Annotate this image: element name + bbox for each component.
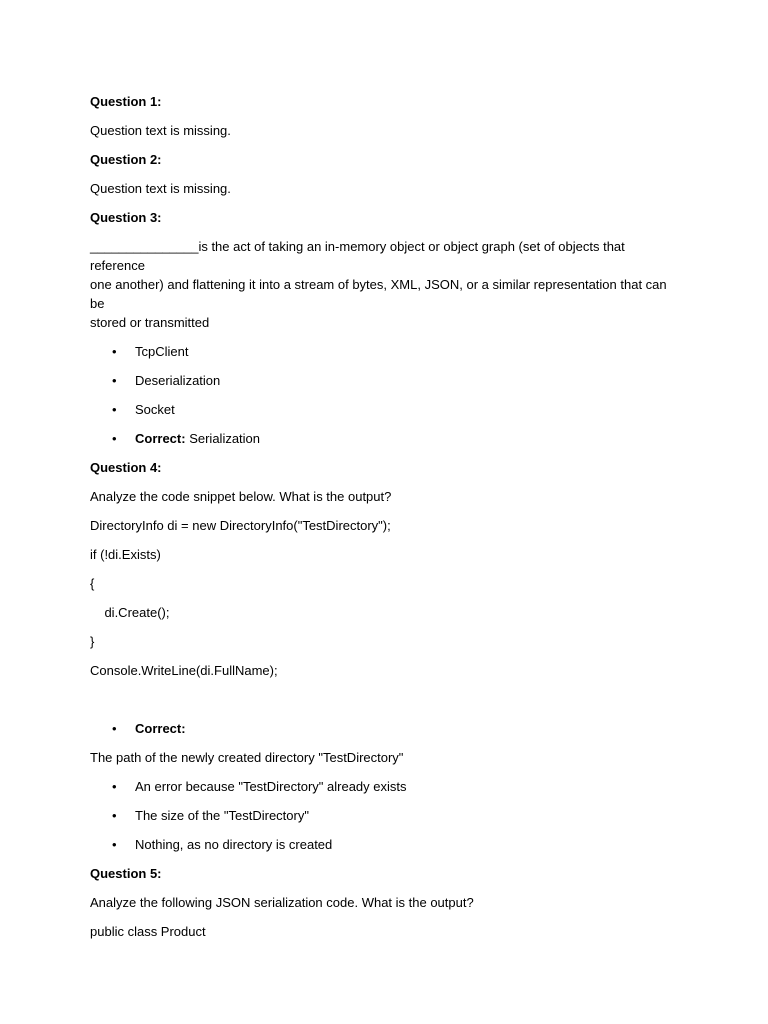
option-item (90, 342, 680, 361)
document-page (90, 92, 680, 951)
option-item (90, 371, 680, 390)
question-3-options (90, 342, 680, 448)
bullet-icon: • (112, 373, 117, 388)
code-line: DirectoryInfo di = new DirectoryInfo("TestDirectory"); (90, 518, 391, 533)
code-line: } (90, 634, 95, 649)
correct-value: Serialization (189, 431, 261, 446)
question-3-heading: Question 3: (90, 210, 162, 225)
option-label: Socket (135, 402, 175, 417)
question-5-prompt: Analyze the following JSON serialization code. What is the output? (90, 895, 474, 910)
bullet-icon: • (112, 344, 117, 359)
option-item (90, 777, 680, 796)
correct-label: Correct: (135, 431, 186, 446)
question-3-text (90, 237, 680, 332)
option-label: TcpClient (135, 344, 189, 359)
bullet-icon: • (112, 779, 117, 794)
code-line: if (!di.Exists) (90, 547, 161, 562)
question-2-heading: Question 2: (90, 152, 162, 167)
question-5-heading: Question 5: (90, 866, 162, 881)
option-item (90, 400, 680, 419)
bullet-icon: • (112, 837, 117, 852)
code-line: di.Create(); (90, 605, 170, 620)
question-4-correct-answer: The path of the newly created directory "TestDirectory" (90, 750, 404, 765)
question-4-correct-marker (90, 719, 680, 738)
bullet-icon: • (112, 808, 117, 823)
option-item (90, 806, 680, 825)
question-1-text: Question text is missing. (90, 123, 231, 138)
code-line: public class Product (90, 924, 206, 939)
bullet-icon: • (112, 721, 117, 736)
code-line: Console.WriteLine(di.FullName); (90, 663, 278, 678)
code-line: { (90, 576, 95, 591)
question-4-heading: Question 4: (90, 460, 162, 475)
question-3-text-line: one another) and flattening it into a stream of bytes, XML, JSON, or a similar representation that can be (90, 277, 667, 311)
correct-label: Correct: (135, 721, 186, 736)
question-1-heading: Question 1: (90, 94, 162, 109)
question-4-prompt: Analyze the code snippet below. What is the output? (90, 489, 392, 504)
option-label: Deserialization (135, 373, 221, 388)
bullet-icon: • (112, 431, 117, 446)
option-label: Nothing, as no directory is created (135, 837, 333, 852)
correct-option-item (90, 719, 680, 738)
question-3-text-line: _______________is the act of taking an in-memory object or object graph (set of objects that reference (90, 239, 625, 273)
blank-line (90, 690, 680, 719)
question-3-text-line: stored or transmitted (90, 315, 210, 330)
correct-option-item (90, 429, 680, 448)
option-label: The size of the "TestDirectory" (135, 808, 309, 823)
question-2-text: Question text is missing. (90, 181, 231, 196)
bullet-icon: • (112, 402, 117, 417)
option-label: An error because "TestDirectory" already exists (135, 779, 407, 794)
question-4-options (90, 777, 680, 854)
option-item (90, 835, 680, 854)
